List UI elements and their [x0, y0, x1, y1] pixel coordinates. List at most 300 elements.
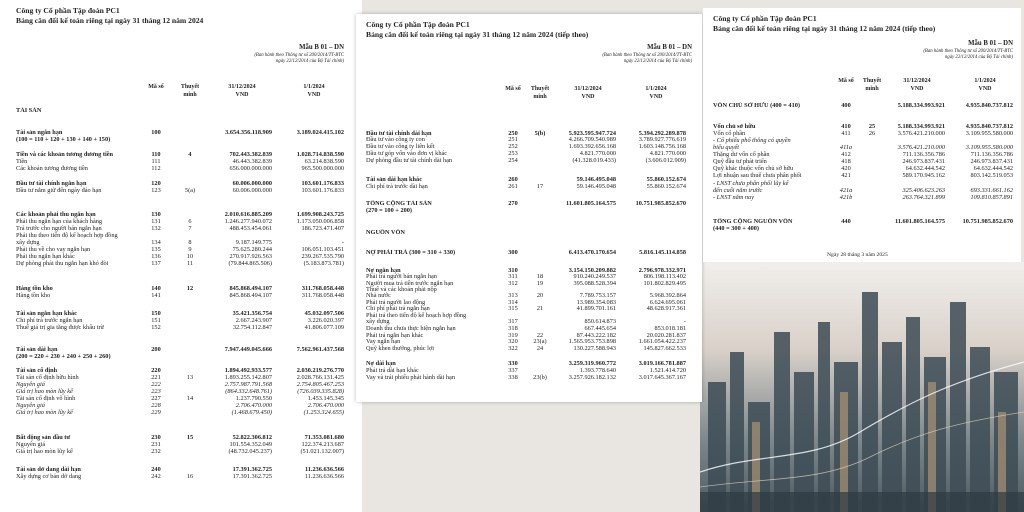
table-row [356, 249, 702, 258]
row-label: Hàng tồn kho [16, 285, 53, 292]
row-label: Phải trả dài hạn khác [366, 367, 419, 374]
row-label: NGUỒN VỐN [366, 229, 405, 236]
row-label: Phải trả ngắn hạn khác [366, 332, 424, 339]
row-label: Vay ngắn hạn [366, 338, 401, 345]
header-date: 31/12/2024 [574, 86, 602, 92]
row-code: 440 [841, 218, 851, 225]
row-code: 141 [151, 292, 161, 299]
row-value-2023: 3.019.166.781.887 [638, 360, 686, 367]
table-row [6, 136, 358, 145]
row-value-2023: 1.521.414.720 [649, 367, 686, 374]
row-note: 25 [868, 123, 876, 130]
row-code: 412 [841, 151, 851, 158]
form-code: Mẫu B 01 – DN [968, 40, 1013, 47]
row-code: 134 [151, 239, 161, 246]
city-skyline-illustration [700, 262, 1024, 512]
row-value-2023: 55.860.152.674 [646, 176, 686, 183]
row-value-2024: 32.754.112.847 [232, 324, 272, 331]
row-value-2023: 965.500.000.000 [301, 165, 344, 172]
row-value-2024: 4.266.709.540.989 [568, 136, 616, 143]
row-note: 7 [188, 225, 192, 232]
row-value-2024: 3.576.421.210.000 [897, 130, 945, 137]
table-row [6, 187, 358, 196]
row-code: 411a [839, 144, 853, 151]
row-code: 317 [508, 318, 518, 325]
row-code: 420 [841, 165, 851, 172]
row-label: Nguyên giá [16, 441, 46, 448]
row-label: Phải trả người lao động [366, 299, 426, 306]
row-code: 418 [841, 158, 851, 165]
row-value-2023: (726.039.335.828) [297, 388, 344, 395]
row-value-2024: 59.146.495.048 [576, 183, 616, 190]
row-code: 315 [508, 305, 518, 312]
row-label: Dự phòng đầu tư tài chính dài hạn [366, 157, 453, 164]
row-label: Đầu tư góp vốn vào đơn vị khác [366, 150, 448, 157]
header-col2 [955, 78, 1015, 93]
form-note [204, 53, 344, 65]
row-label: Nguyên giá [16, 381, 45, 388]
row-label: Chi phí phải trả ngắn hạn [366, 305, 430, 312]
row-label: Tiền [16, 158, 28, 165]
row-value-2024: 1.565.953.753.898 [568, 338, 616, 345]
header-col1 [212, 84, 272, 99]
header-col1 [887, 78, 947, 93]
row-value-2023: (3.606.012.909) [645, 157, 686, 164]
row-value-2024: 9.187.149.775 [235, 239, 272, 246]
table-row [703, 102, 1021, 111]
row-label: Tài sản cố định vô hình [16, 395, 76, 402]
row-note: 17 [536, 183, 544, 190]
row-value-2024: 850.614.873 [584, 318, 616, 325]
row-label: - LNST chưa phân phối lũy kế [713, 180, 789, 187]
row-value-2023: 6.624.695.061 [649, 299, 686, 306]
row-code: 222 [151, 381, 161, 388]
row-value-2024: 3.259.319.960.772 [568, 360, 616, 367]
row-note: 21 [536, 305, 544, 312]
row-code: 421b [839, 194, 853, 201]
row-value-2023: 64.632.444.542 [973, 165, 1013, 172]
row-label: Phải thu về cho vay ngắn hạn [16, 246, 91, 253]
row-code: 136 [151, 253, 161, 260]
row-label: Người mua trả tiền trước ngắn hạn [366, 280, 454, 287]
row-code: 312 [508, 280, 518, 287]
row-value-2023: 109.810.857.891 [970, 194, 1013, 201]
row-label: Nợ ngắn hạn [366, 267, 401, 274]
row-value-2023: 5.816.145.114.858 [639, 249, 686, 256]
row-value-2023: 1.173.050.006.858 [296, 218, 344, 225]
row-value-2023: 239.267.535.790 [301, 253, 344, 260]
row-label: biểu quyết [713, 144, 740, 151]
row-code: 132 [151, 225, 161, 232]
row-label: Vay và trái phiếu phát hành dài hạn [366, 374, 456, 381]
header-thuyet-minh: Thuyết minh [530, 86, 550, 100]
row-code: 261 [508, 183, 518, 190]
row-code: 311 [508, 273, 518, 280]
row-label: Dự phòng phải thu ngắn hạn khó đòi [16, 260, 109, 267]
row-code: 151 [151, 317, 161, 324]
row-value-2024: 52.822.306.812 [232, 434, 272, 441]
row-code: 318 [508, 325, 518, 332]
table-row [6, 165, 358, 174]
row-value-2023: 41.806.077.109 [304, 324, 344, 331]
row-code: 421a [839, 187, 853, 194]
row-value-2024: 5.188.334.993.921 [897, 123, 945, 130]
row-note: 22 [536, 332, 544, 339]
row-note: 23(b) [533, 374, 547, 381]
row-code: 120 [151, 180, 161, 187]
table-row [703, 225, 1021, 234]
row-value-2024: 7.789.753.157 [579, 292, 616, 299]
company-name: Công ty Cổ phần Tập đoàn PC1 [16, 6, 120, 15]
row-code: 223 [151, 388, 161, 395]
row-value-2023: (1.253.324.655) [303, 409, 344, 416]
row-value-2023: 48.628.917.361 [646, 305, 686, 312]
row-label: Tài sản dài hạn khác [366, 176, 422, 183]
row-value-2023: 2.706.470.000 [307, 402, 344, 409]
row-value-2023: - [683, 318, 686, 325]
row-value-2024: 488.453.454.061 [229, 225, 272, 232]
row-note: 14 [186, 395, 194, 402]
row-code: 320 [508, 338, 518, 345]
row-code: 100 [151, 129, 161, 136]
row-value-2023: 2.030.219.276.770 [296, 367, 344, 374]
section-title [6, 107, 358, 116]
row-note: 26 [868, 130, 876, 137]
row-value-2024: 17.391.362.725 [232, 473, 272, 480]
row-code: 252 [508, 143, 518, 150]
row-value-2023: 1.661.054.422.237 [638, 338, 686, 345]
row-code: 319 [508, 332, 518, 339]
row-code: 231 [151, 441, 161, 448]
row-code: 322 [508, 345, 518, 352]
row-label: đến cuối năm trước [713, 187, 763, 194]
row-value-2024: 589.170.945.162 [902, 172, 945, 179]
row-value-2024: (79.844.865.506) [228, 260, 272, 267]
row-code: 240 [151, 466, 161, 473]
page-title: Bảng cân đối kế toán riêng tại ngày 31 tháng 12 năm 2024 (tiếp theo) [713, 24, 936, 33]
row-value-2024: 2.757.987.791.568 [224, 381, 272, 388]
row-value-2023: 10.751.985.852.670 [962, 218, 1013, 225]
row-value-2024: 1.894.492.933.577 [224, 367, 272, 374]
row-note: 12 [186, 285, 194, 292]
row-value-2024: 1.237.790.550 [235, 395, 272, 402]
row-code: 338 [508, 374, 518, 381]
row-code: 111 [151, 158, 161, 165]
row-label: Vốn cổ phần [713, 130, 746, 137]
row-value-2023: 803.142.519.053 [970, 172, 1013, 179]
row-note: 11 [186, 260, 194, 267]
row-value-2023: 145.827.662.533 [643, 345, 686, 352]
row-label: TỔNG CỘNG NGUỒN VỐN [713, 218, 793, 225]
row-value-2024: 2.010.616.885.209 [224, 211, 272, 218]
row-value-2023: 5.394.292.289.878 [638, 130, 686, 137]
row-value-2024: 263.764.321.899 [902, 194, 945, 201]
header-col2 [626, 86, 686, 101]
row-value-2023: 10.751.985.852.670 [635, 200, 686, 207]
row-value-2024: 75.625.280.244 [232, 246, 272, 253]
row-code: 260 [508, 176, 518, 183]
row-code: 227 [151, 395, 161, 402]
row-value-2023: 3.017.645.367.167 [638, 374, 686, 381]
form-note [873, 49, 1013, 61]
row-value-2024: 17.391.362.725 [232, 466, 272, 473]
row-value-2024: 11.601.805.164.575 [894, 218, 945, 225]
table-row [6, 409, 358, 418]
row-label: Đầu tư vào công ty con [366, 136, 425, 143]
row-value-2024: 3.654.356.118.909 [225, 129, 272, 136]
form-note-line: (Ban hành theo Thông tư số 200/2014/TT-BTC [254, 53, 344, 58]
row-value-2023: 311.768.058.448 [301, 292, 344, 299]
table-row [6, 473, 358, 482]
row-code: 251 [508, 136, 518, 143]
row-label: (270 = 100 + 200) [366, 207, 413, 214]
row-value-2024: 3.257.926.182.132 [568, 374, 616, 381]
row-value-2023: 55.860.152.674 [646, 183, 686, 190]
row-label: Thuế và các khoản phải nộp [366, 286, 437, 293]
row-value-2024: 5.923.595.947.724 [568, 130, 616, 137]
row-value-2024: (48.732.045.237) [228, 448, 272, 455]
row-value-2023: 4.935.840.737.812 [965, 123, 1013, 130]
form-code: Mẫu B 01 – DN [647, 44, 692, 51]
row-code: 330 [508, 360, 518, 367]
report-date: Ngày 28 tháng 3 năm 2025 [827, 252, 888, 258]
header-ma-so: Mã số [505, 86, 521, 92]
row-code: 140 [151, 285, 161, 292]
row-label: Hàng tồn kho [16, 292, 51, 299]
row-value-2023: 7.562.961.437.568 [296, 346, 344, 353]
row-value-2023: 20.020.281.837 [646, 332, 686, 339]
row-code: 232 [151, 448, 161, 455]
row-code: 137 [151, 260, 161, 267]
row-value-2024: 845.868.494.107 [229, 292, 272, 299]
row-value-2023: 45.032.097.506 [304, 310, 344, 317]
row-value-2024: 395.088.528.394 [573, 280, 616, 287]
table-row [6, 324, 358, 333]
row-code: 123 [151, 187, 161, 194]
row-value-2023: 4.821.770.000 [649, 150, 686, 157]
row-label: Quỹ đầu tư phát triển [713, 158, 767, 165]
row-note: 18 [536, 273, 544, 280]
row-code: 220 [151, 367, 161, 374]
table-row [356, 183, 702, 192]
row-code: 131 [151, 218, 161, 225]
row-code: 310 [508, 267, 518, 274]
row-note: 15 [186, 434, 194, 441]
row-value-2024: 101.554.352.049 [229, 441, 272, 448]
row-value-2024: 702.443.382.839 [229, 151, 272, 158]
row-label: Các khoản phải thu ngắn hạn [16, 211, 96, 218]
row-code: 112 [151, 165, 161, 172]
row-value-2023: 3.226.020.397 [307, 317, 344, 324]
row-label: Quỹ khen thưởng, phúc lợi [366, 345, 434, 352]
row-note: 8 [188, 239, 192, 246]
row-label: VỐN CHỦ SỞ HỮU (400 = 410) [713, 102, 800, 109]
company-name: Công ty Cổ phần Tập đoàn PC1 [713, 14, 817, 23]
form-note-line: ngày 22/12/2014 của Bộ Tài chính) [623, 59, 692, 65]
row-value-2023: 5.968.392.864 [649, 292, 686, 299]
row-label: Tài sản dài hạn [16, 346, 58, 353]
row-code: 230 [151, 434, 161, 441]
row-value-2023: (5.183.873.781) [303, 260, 344, 267]
row-label: (200 = 220 + 230 + 240 + 250 + 260) [16, 353, 111, 360]
row-value-2023: 122.374.213.687 [301, 441, 344, 448]
header-col2 [284, 84, 344, 99]
row-value-2024: 910.240.249.537 [573, 273, 616, 280]
row-value-2023: 311.768.058.448 [301, 285, 344, 292]
row-value-2024: 60.006.000.000 [232, 180, 272, 187]
header-unit: VND [235, 91, 249, 98]
row-label: xây dựng [366, 318, 390, 325]
row-code: 110 [151, 151, 161, 158]
row-value-2023: 1.699.908.243.725 [296, 211, 344, 218]
row-value-2024: 5.188.334.993.921 [897, 102, 945, 109]
skyline-graphic [700, 262, 1024, 512]
row-note: 24 [536, 345, 544, 352]
row-value-2023: 71.353.081.680 [304, 434, 344, 441]
row-value-2024: 130.227.588.943 [573, 345, 616, 352]
header-date: 31/12/2024 [903, 78, 931, 84]
row-label: Đầu tư nắm giữ đến ngày đáo hạn [16, 187, 102, 194]
row-code: 410 [841, 123, 851, 130]
row-value-2024: 2.667.243.907 [235, 317, 272, 324]
row-value-2024: 4.821.770.000 [579, 150, 616, 157]
form-note-line: (Ban hành theo Thông tư số 200/2014/TT-BTC [602, 53, 692, 58]
header-unit: VND [978, 85, 992, 92]
row-code: 270 [508, 200, 518, 207]
row-label: Đầu tư tài chính ngắn hạn [16, 180, 87, 187]
row-value-2023: (51.021.132.007) [300, 448, 344, 455]
header-ma-so: Mã số [838, 78, 854, 84]
header-date: 1/1/2024 [645, 86, 667, 92]
row-code: 200 [151, 346, 161, 353]
header-unit: VND [581, 93, 595, 100]
row-value-2024: 64.632.444.542 [905, 165, 945, 172]
table-row [356, 345, 702, 354]
row-value-2024: 41.899.701.161 [576, 305, 616, 312]
row-code: 421 [841, 172, 851, 179]
row-note: 10 [186, 253, 194, 260]
row-value-2023: 693.331.661.162 [970, 187, 1013, 194]
row-label: Bất động sản đầu tư [16, 434, 71, 441]
row-label: (440 = 300 + 400) [713, 225, 760, 232]
form-note [552, 53, 692, 65]
row-label: Nợ dài hạn [366, 360, 396, 367]
row-value-2023: 186.723.471.407 [301, 225, 344, 232]
row-label: Tài sản cố định [16, 367, 58, 374]
row-code: 242 [151, 473, 161, 480]
row-code: 313 [508, 292, 518, 299]
row-label: Doanh thu chưa thực hiện ngắn hạn [366, 325, 456, 332]
row-value-2023: 711.136.356.786 [970, 151, 1013, 158]
header-unit: VND [649, 93, 663, 100]
row-note: 19 [536, 280, 544, 287]
row-note: 6 [188, 218, 192, 225]
row-value-2024: 667.445.654 [584, 325, 616, 332]
row-code: 250 [508, 130, 518, 137]
balance-sheet-page-1 [6, 0, 358, 512]
row-value-2024: 7.947.449.045.666 [224, 346, 272, 353]
row-label: - Cổ phiếu phổ thông có quyền [713, 137, 791, 144]
row-value-2024: 325.406.623.263 [902, 187, 945, 194]
row-code: 314 [508, 299, 518, 306]
row-note: 5(b) [534, 130, 546, 137]
table-row [356, 207, 702, 216]
row-code: 253 [508, 150, 518, 157]
row-label: Thuế giá trị gia tăng được khấu trừ [16, 324, 104, 331]
header-ma-so: Mã số [148, 84, 164, 90]
row-label: Tài sản cố định hữu hình [16, 374, 79, 381]
row-value-2024: 46.443.382.839 [232, 158, 272, 165]
row-label: Phải thu ngắn hạn của khách hàng [16, 218, 103, 225]
row-value-2024: 6.413.470.170.654 [568, 249, 616, 256]
row-value-2024: (1.468.679.450) [231, 409, 272, 416]
row-label: Giá trị hao mòn lũy kế [16, 409, 73, 416]
row-label: Đầu tư vào công ty liên kết [366, 143, 435, 150]
row-note: 23(a) [533, 338, 547, 345]
row-value-2024: 246.973.837.431 [902, 158, 945, 165]
form-note-line: (Ban hành theo Thông tư số 200/2014/TT-BTC [923, 49, 1013, 54]
row-value-2023: 2.028.766.131.425 [296, 374, 344, 381]
row-value-2023: 103.601.176.833 [301, 187, 344, 194]
row-code: 150 [151, 310, 161, 317]
row-value-2024: 711.136.356.786 [902, 151, 945, 158]
row-value-2023: 3.109.955.580.000 [965, 130, 1013, 137]
row-note: 13 [186, 374, 194, 381]
row-label: (100 = 110 + 120 + 130 + 140 + 150) [16, 136, 111, 143]
company-name: Công ty Cổ phần Tập đoàn PC1 [366, 20, 470, 29]
row-value-2024: 1.246.277.940.072 [224, 218, 272, 225]
row-note: 9 [188, 246, 192, 253]
row-value-2023: 1.028.714.838.590 [296, 151, 344, 158]
row-label: Đầu tư tài chính dài hạn [366, 130, 432, 137]
row-label: Nguyên giá [16, 402, 45, 409]
row-value-2023: 4.935.840.737.812 [965, 102, 1013, 109]
header-unit: VND [307, 91, 321, 98]
table-row [6, 353, 358, 362]
table-row [356, 157, 702, 166]
section-label: TÀI SẢN [16, 107, 42, 114]
row-value-2023: 806.198.113.402 [643, 273, 686, 280]
header-col1 [558, 86, 618, 101]
row-code: 254 [508, 157, 518, 164]
row-label: Phải thu theo tiến độ kế hoạch hợp đồng [16, 232, 118, 239]
table-row [703, 194, 1021, 203]
row-value-2023: 63.214.838.590 [304, 158, 344, 165]
row-label: Giá trị hao mòn lũy kế [16, 448, 73, 455]
row-label: Lợi nhuận sau thuế chưa phân phối [713, 172, 802, 179]
row-value-2023: 11.236.636.566 [304, 466, 344, 473]
form-note-line: ngày 22/12/2014 của Bộ Tài chính) [275, 59, 344, 65]
header-date: 1/1/2024 [974, 78, 996, 84]
table-row [6, 260, 358, 269]
row-value-2023: 853.018.181 [654, 325, 686, 332]
row-value-2024: 11.601.805.164.575 [565, 200, 616, 207]
row-label: xây dựng [16, 239, 40, 246]
row-value-2023: 2.796.978.332.971 [638, 267, 686, 274]
header-date: 1/1/2024 [303, 84, 325, 90]
row-value-2023: 101.802.829.495 [643, 280, 686, 287]
row-label: NỢ PHẢI TRẢ (300 = 310 + 330) [366, 249, 456, 256]
row-value-2024: 87.443.222.182 [576, 332, 616, 339]
page-title: Bảng cân đối kế toán riêng tại ngày 31 tháng 12 năm 2024 (tiếp theo) [366, 30, 589, 39]
row-value-2023: 3.109.955.580.000 [965, 144, 1013, 151]
row-label: Các khoản tương đương tiền [16, 165, 88, 172]
row-value-2024: 1.693.392.656.168 [568, 143, 616, 150]
row-value-2023: 246.973.837.431 [970, 158, 1013, 165]
row-code: 400 [841, 102, 851, 109]
balance-sheet-page-2 [356, 14, 702, 402]
table-row [6, 448, 358, 457]
